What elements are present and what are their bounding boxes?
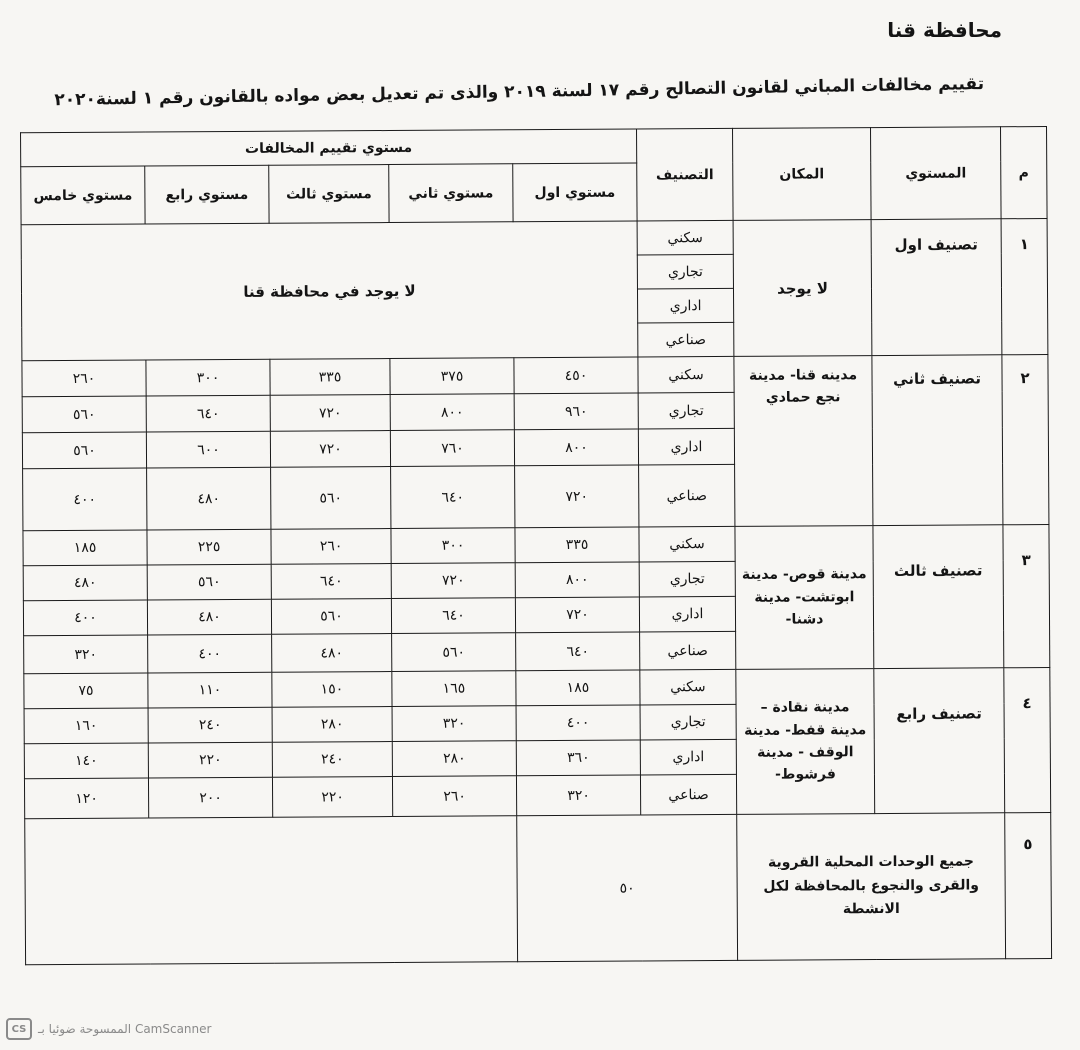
value-cell: ٤٨٠ [147, 467, 271, 530]
value-cell: ٥٦٠ [271, 467, 391, 530]
header-classification: التصنيف [637, 128, 734, 221]
row-index: ٥ [1005, 812, 1052, 958]
value-cell: ٤٠٠ [23, 600, 147, 636]
header-place: المكان [733, 128, 872, 221]
row-class: اداري [638, 428, 734, 465]
row-class: تجاري [639, 561, 735, 597]
value-cell: ٢٦٠ [271, 529, 391, 565]
value-cell: ٨٠٠ [514, 429, 638, 466]
value-cell: ٨٠٠ [390, 394, 514, 431]
header-level-3: مستوي ثالث [269, 165, 389, 224]
table-row [24, 667, 1050, 708]
row-class: تجاري [638, 392, 734, 429]
value-cell: ١١٠ [148, 672, 272, 708]
row-class: صناعي [639, 464, 735, 527]
header-level: المستوي [871, 127, 1002, 220]
row-class: تجاري [640, 704, 736, 740]
value-cell: ٧٢٠ [391, 563, 515, 599]
value-cell: ٦٤٠ [516, 632, 640, 671]
header-valuation-group: مستوي تقييم المخالفات [21, 129, 637, 167]
header-level-5: مستوي خامس [21, 166, 145, 225]
scanner-watermark [6, 1018, 211, 1040]
value-cell: ٣٣٥ [270, 359, 390, 396]
value-cell: ٥٦٠ [392, 633, 516, 672]
governorate-heading: محافظة قنا [887, 18, 1002, 42]
value-cell: ٣٠٠ [146, 359, 270, 396]
header-level-1: مستوي اول [513, 163, 637, 222]
row-class: صناعي [640, 774, 736, 815]
row-class: اداري [638, 288, 734, 323]
table-row [22, 354, 1048, 396]
value-cell: ٤٠٠ [23, 468, 147, 531]
row-index: ٤ [1004, 667, 1051, 812]
row-level: تصنيف ثاني [872, 355, 1003, 526]
value-cell: ٢٨٠ [272, 707, 392, 743]
value-cell: ٦٤٠ [146, 395, 270, 432]
value-cell: ١٥٠ [272, 672, 392, 708]
value-cell: ٥٦٠ [22, 396, 146, 433]
header-level-4: مستوي رابع [145, 165, 269, 224]
value-cell: ٧٢٠ [270, 395, 390, 432]
value-cell: ٧٢٠ [515, 597, 639, 633]
value-cell: ٢٦٠ [392, 776, 516, 817]
row-class: سكني [640, 669, 736, 705]
value-cell: ٨٠٠ [515, 562, 639, 598]
value-cell: ٢٢٠ [148, 742, 272, 778]
value-cell: ٤٠٠ [516, 705, 640, 741]
value-cell: ٣٧٥ [390, 358, 514, 395]
empty-cell [25, 816, 518, 965]
value-cell: ٩٦٠ [514, 393, 638, 430]
value-cell: ٣٢٠ [24, 635, 148, 674]
row-place: مدينة قوص- مدينة ابوتشت- مدينة دشنا- [735, 526, 874, 670]
value-cell: ٤٨٠ [272, 634, 392, 673]
value-cell: ٥٠ [517, 814, 738, 961]
value-cell: ٦٠٠ [146, 431, 270, 468]
value-cell: ١٨٥ [516, 670, 640, 706]
value-cell: ٥٦٠ [147, 564, 271, 600]
value-cell: ٥٦٠ [271, 599, 391, 635]
value-cell: ٤٨٠ [23, 565, 147, 601]
row-place: مدينة نقادة – مدينة قفط- مدينة الوقف - مدينة فرشوط- [736, 669, 875, 815]
value-cell: ٣٣٥ [515, 527, 639, 563]
row-class: اداري [640, 739, 736, 775]
row-level: تصنيف ثالث [873, 525, 1004, 669]
value-cell: ٢٦٠ [22, 360, 146, 397]
value-cell: ٤٠٠ [148, 634, 272, 673]
value-cell: ٧٥ [24, 673, 148, 709]
value-cell: ٢٢٠ [272, 777, 392, 818]
row-place: جميع الوحدات المحلية القروية والقرى والنجوع بالمحافظة لكل الانشطة [737, 813, 1006, 961]
row-class: سكني [639, 526, 735, 562]
row-class: سكني [638, 356, 734, 393]
row-class: صناعي [638, 322, 734, 357]
valuation-table [20, 126, 1052, 965]
value-cell: ١٨٥ [23, 530, 147, 566]
value-cell: ٢٨٠ [392, 741, 516, 777]
value-cell: ٢٠٠ [148, 777, 272, 818]
value-cell: ١٦٥ [392, 671, 516, 707]
row-class: سكني [637, 220, 733, 255]
table-row [25, 812, 1052, 964]
value-cell: ٣٢٠ [516, 775, 640, 816]
value-cell: ٧٢٠ [270, 431, 390, 468]
row-class: اداري [639, 596, 735, 632]
value-cell: ٢٢٥ [147, 529, 271, 565]
value-cell: ١٢٠ [24, 778, 148, 819]
watermark-text: الممسوحة ضوئيا بـ CamScanner [38, 1022, 212, 1036]
row-index: ٣ [1003, 524, 1050, 667]
value-cell: ٣٦٠ [516, 740, 640, 776]
value-cell: ٥٦٠ [22, 432, 146, 469]
row-level: تصنيف اول [871, 219, 1002, 356]
row-class: تجاري [637, 254, 733, 289]
row-index: ١ [1001, 219, 1048, 355]
header-index: م [1001, 127, 1048, 219]
value-cell: ١٤٠ [24, 743, 148, 779]
value-cell: ٧٢٠ [515, 465, 639, 528]
value-cell: ٦٤٠ [271, 564, 391, 600]
document-title: تقييم مخالفات المباني لقانون التصالح رقم ١٧ لسنة ٢٠١٩ والذى تم تعديل بعض مواده بالقانون رقم ١ لسنة٢٠٢٠ [54, 74, 985, 111]
value-cell: ٣٠٠ [391, 528, 515, 564]
row-place: لا يوجد [733, 220, 872, 357]
value-cell: ٢٤٠ [148, 707, 272, 743]
camscanner-logo-icon: CS [6, 1018, 32, 1040]
row-class: صناعي [640, 631, 736, 670]
not-available-note: لا يوجد في محافظة قنا [21, 221, 638, 361]
row-level: تصنيف رابع [874, 668, 1005, 814]
row-index: ٢ [1002, 354, 1049, 524]
table-row [21, 219, 1047, 259]
value-cell: ١٦٠ [24, 708, 148, 744]
value-cell: ٢٤٠ [272, 742, 392, 778]
value-cell: ٤٥٠ [514, 357, 638, 394]
row-place: مدينه قنا- مدينة نجع حمادي [734, 356, 873, 527]
value-cell: ٦٤٠ [391, 598, 515, 634]
value-cell: ٣٢٠ [392, 706, 516, 742]
value-cell: ٤٨٠ [147, 599, 271, 635]
value-cell: ٦٤٠ [391, 466, 515, 529]
value-cell: ٧٦٠ [390, 430, 514, 467]
header-level-2: مستوي ثاني [389, 164, 513, 223]
table-row [23, 524, 1049, 565]
